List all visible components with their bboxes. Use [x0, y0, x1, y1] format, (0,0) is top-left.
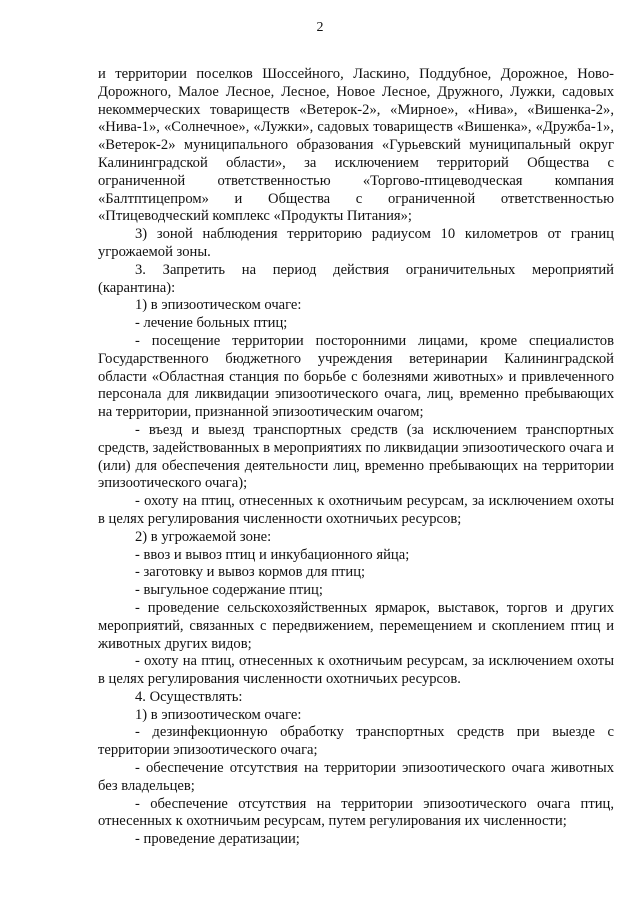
list-item: - охоту на птиц, отнесенных к охотничьим ресурсам, за исключением охоты в целях регулирования численности охотничьих ресурсов; [98, 493, 614, 527]
paragraph-section-3-prohibit: 3. Запретить на период действия ограничительных мероприятий (карантина): [98, 261, 614, 296]
list-item: - проведение сельскохозяйственных ярмарок, выставок, торгов и других мероприятий, связанных с передвижением, перемещением и скоплением птиц и животных других видов; [98, 599, 614, 652]
list-item: - охоту на птиц, отнесенных к охотничьим ресурсам, за исключением охоты в целях регулирования численности охотничьих ресурсов. [98, 653, 614, 688]
list-item: - обеспечение отсутствия на территории эпизоотического очага птиц, отнесенных к охотничьим ресурсам, путем регулирования их численности; [98, 795, 614, 830]
list-item: - посещение территории посторонними лицами, кроме специалистов Государственного бюджетного учреждения ветеринарии Калининградской области «Областная станция по борьбе с болезнями животных» и привлеченного персонала для ликвидации эпизоотического очага, лиц, временно пребывающих на территории, признанной эпизоотическим очагом; [98, 332, 614, 421]
list-item: - лечение больных птиц; [135, 315, 288, 332]
list-item: - проведение дератизации; [135, 831, 300, 848]
paragraph-section-4-carry-out: 4. Осуществлять: [135, 688, 243, 705]
list-item: - ввоз и вывоз птиц и инкубационного яйца; [135, 546, 410, 563]
paragraph-in-threatened-zone: 2) в угрожаемой зоне: [135, 528, 272, 545]
paragraph-observation-zone: 3) зоной наблюдения территорию радиусом 10 километров от границ угрожаемой зоны. [98, 226, 614, 260]
paragraph-in-epizootic-focus: 1) в эпизоотическом очаге: [135, 297, 302, 314]
list-item: - выгульное содержание птиц; [135, 582, 323, 599]
list-item: - дезинфекционную обработку транспортных средств при выезде с территории эпизоотического очага; [98, 724, 614, 759]
paragraph-threatened-zone-territories: и территории поселков Шоссейного, Ласкино, Поддубное, Дорожное, Ново-Дорожного, Малое Лесное, Лесное, Новое Лесное, Дружного, Лужки, садовых некоммерческих товариществ «Ветерок-2», «Мирное», «Нива», «Вишенка-2», «Нива-1», «Солнечное», «Лужки», садовых товариществ «Вишенка», «Дружба-1», «Ветерок-2» муниципального образования «Гурьевский муниципальный округ Калининградской области», за исключением территорий Общества с ограниченной ответственностью «Торгово-птицеводческая компания «Балтптицепром» и Общества с ограниченной ответственностью «Птицеводческий комплекс «Продукты Питания»; [98, 66, 614, 225]
list-item: - въезд и выезд транспортных средств (за исключением транспортных средств, задействованных в мероприятиях по ликвидации эпизоотического очага и (или) для обеспечения деятельности лиц, временно пребывающих на территории эпизоотического очага); [98, 421, 614, 492]
list-item: - заготовку и вывоз кормов для птиц; [135, 564, 366, 581]
list-item: - обеспечение отсутствия на территории эпизоотического очага животных без владельцев; [98, 760, 614, 794]
paragraph-in-epizootic-focus: 1) в эпизоотическом очаге: [135, 706, 302, 723]
document-body [98, 66, 614, 849]
page-number: 2 [316, 20, 324, 35]
